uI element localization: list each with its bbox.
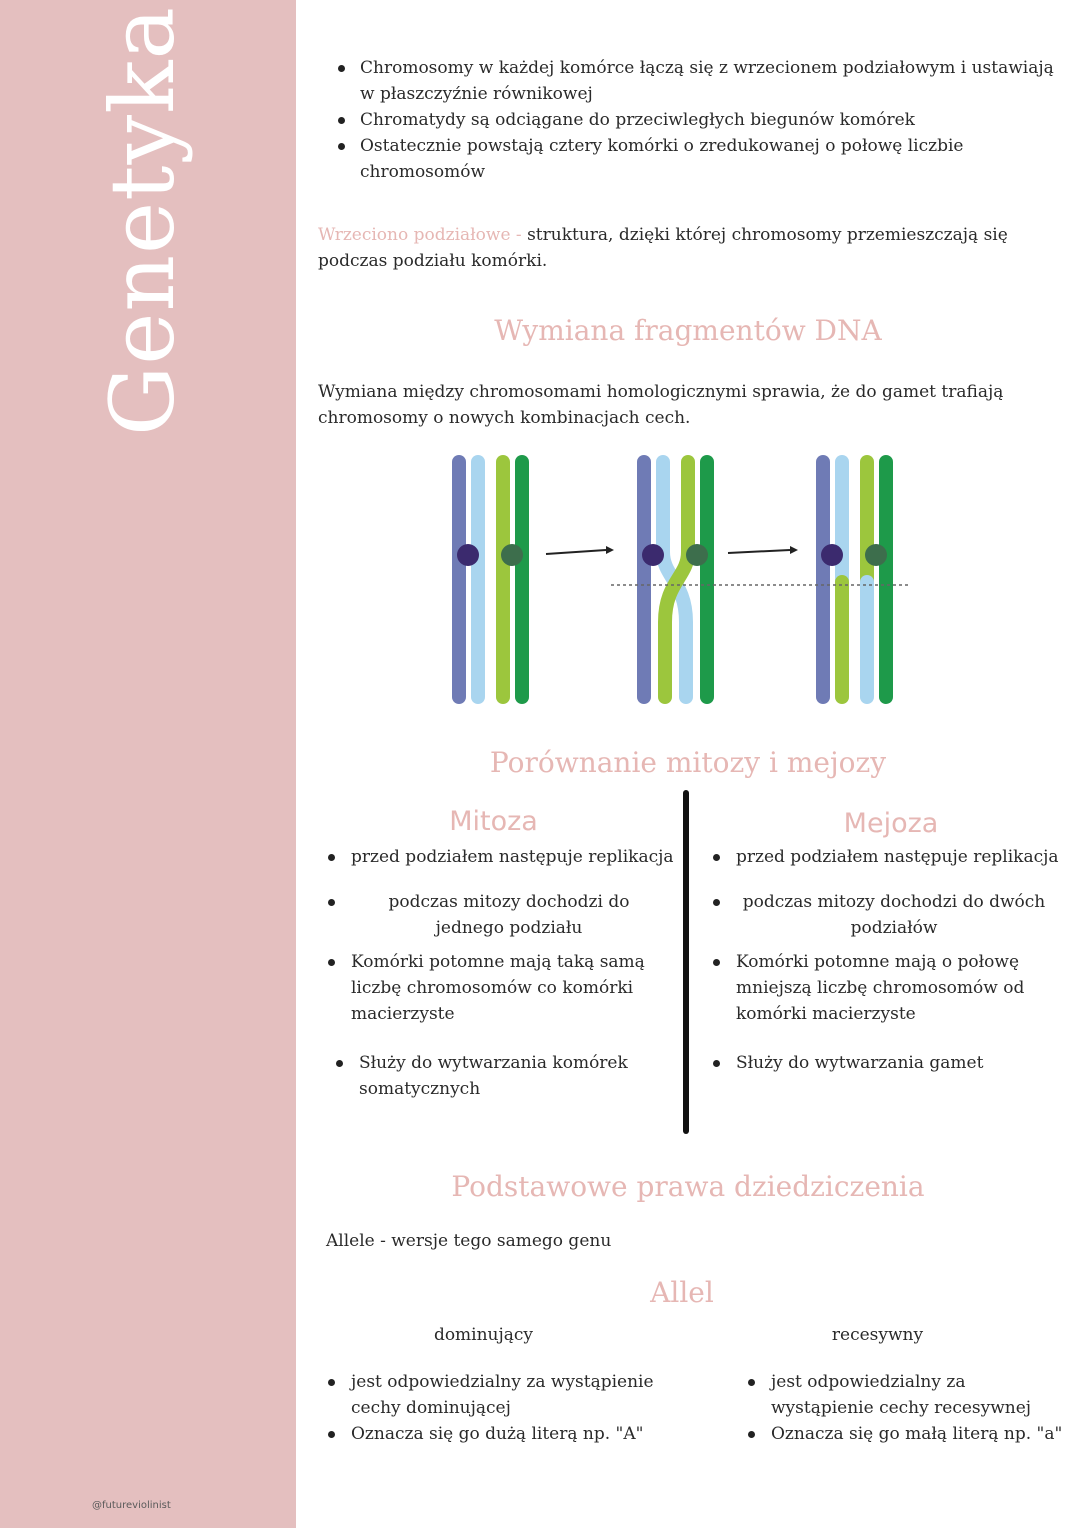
list-item: przed podziałem następuje replikacja: [713, 844, 1073, 870]
spindle-definition: [318, 222, 1038, 274]
crossing-over-diagram: [446, 452, 926, 708]
list-item: Komórki potomne mają o połowę mniejszą liczbę chromosomów od komórki macierzyste: [713, 949, 1043, 1027]
inheritance-heading: Podstawowe prawa dziedziczenia: [451, 1170, 925, 1203]
mitosis-title: Mitoza: [449, 806, 538, 837]
list-item: Komórki potomne mają taką samą liczbę chromosomów co komórki macierzyste: [328, 949, 658, 1027]
list-item: Służy do wytwarzania komórek somatycznych: [336, 1050, 636, 1102]
sidebar: [0, 0, 296, 1528]
list-item: jest odpowiedzialny za wystąpienie cechy recesywnej: [748, 1369, 1038, 1421]
list-item: jest odpowiedzialny za wystąpienie cechy dominującej: [328, 1369, 658, 1421]
author-credit: @futureviolinist: [92, 1500, 171, 1511]
list-item: Oznacza się go małą literą np. "a": [748, 1421, 1068, 1447]
alleles-definition: Allele - wersje tego samego genu: [326, 1231, 612, 1251]
sidebar-title: Genetyka: [91, 6, 194, 436]
exchange-text: Wymiana między chromosomami homologicznymi sprawia, że do gamet trafiają chromosomy o nowych kombinacjach cech.: [318, 382, 1004, 428]
column-divider: [683, 790, 689, 1134]
list-item: Ostatecznie powstają cztery komórki o zredukowanej o połowę liczbie chromosomów: [334, 133, 1054, 185]
list-item: przed podziałem następuje replikacja: [328, 844, 678, 870]
meiosis-title: Mejoza: [843, 808, 939, 839]
exchange-heading: Wymiana fragmentów DNA: [494, 314, 882, 347]
list-item: Chromosomy w każdej komórce łączą się z wrzecionem podziałowym i ustawiają w płaszczyźnie równikowej: [334, 55, 1054, 107]
definition-text: struktura, dzięki której chromosomy przemieszczają się podczas podziału komórki.: [318, 225, 1008, 271]
list-item: Służy do wytwarzania gamet: [713, 1050, 1043, 1076]
meiosis-steps-list: [334, 55, 1054, 185]
list-item: Chromatydy są odciągane do przeciwległych biegunów komórek: [334, 107, 1054, 133]
dominant-label: dominujący: [433, 1325, 534, 1345]
content: [296, 0, 1080, 1528]
list-item: podczas mitozy dochodzi do dwóch podziałów: [713, 889, 1073, 941]
comparison-heading: Porównanie mitozy i mejozy: [489, 746, 887, 779]
list-item: Oznacza się go dużą literą np. "A": [328, 1421, 668, 1447]
allel-heading: Allel: [650, 1276, 714, 1309]
list-item: podczas mitozy dochodzi do jednego podziału: [328, 889, 678, 941]
definition-term: Wrzeciono podziałowe -: [318, 225, 522, 245]
recessive-label: recesywny: [831, 1325, 924, 1345]
